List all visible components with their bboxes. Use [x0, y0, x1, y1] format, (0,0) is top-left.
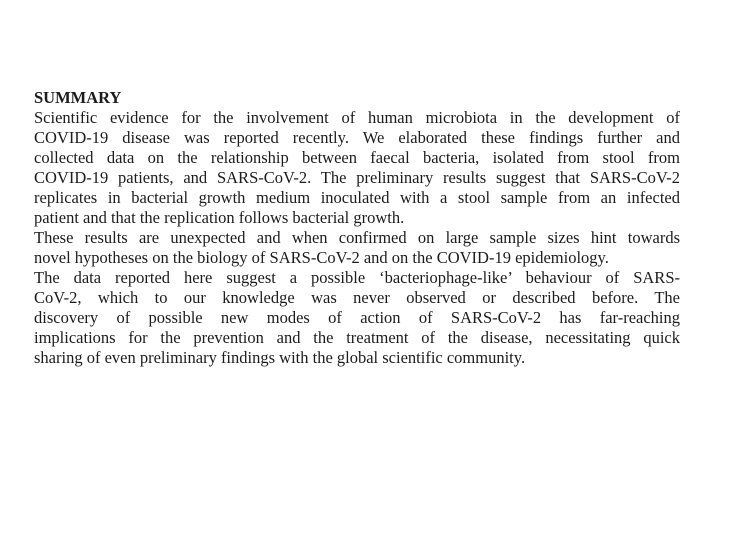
- text-line: COVID-19 disease was reported recently. We elaborated these findings further and: [34, 128, 680, 147]
- text-line: patient and that the replication follows bacterial growth.: [34, 208, 405, 227]
- document-page: [34, 88, 680, 368]
- text-line: implications for the prevention and the treatment of the disease, necessitating quick: [34, 328, 680, 347]
- text-line: The data reported here suggest a possible ‘bacteriophage-like’ behaviour of SARS-: [34, 268, 680, 287]
- text-line: discovery of possible new modes of action of SARS-CoV-2 has far-reaching: [34, 308, 680, 327]
- text-line: CoV-2, which to our knowledge was never observed or described before. The: [34, 288, 680, 307]
- text-line: collected data on the relationship between faecal bacteria, isolated from stool from: [34, 148, 680, 167]
- text-line: COVID-19 patients, and SARS-CoV-2. The preliminary results suggest that SARS-CoV-2: [34, 168, 680, 187]
- paragraph: [34, 108, 680, 228]
- paragraph: [34, 228, 680, 268]
- text-line: replicates in bacterial growth medium inoculated with a stool sample from an infected: [34, 188, 680, 207]
- text-line: These results are unexpected and when confirmed on large sample sizes hint towards: [34, 228, 680, 247]
- text-line: novel hypotheses on the biology of SARS-CoV-2 and on the COVID-19 epidemiology.: [34, 248, 609, 267]
- paragraph: [34, 268, 680, 368]
- text-line: Scientific evidence for the involvement of human microbiota in the development of: [34, 108, 680, 127]
- paragraphs: [34, 108, 680, 368]
- summary-heading: SUMMARY: [34, 88, 122, 107]
- text-line: sharing of even preliminary findings with the global scientific community.: [34, 348, 526, 367]
